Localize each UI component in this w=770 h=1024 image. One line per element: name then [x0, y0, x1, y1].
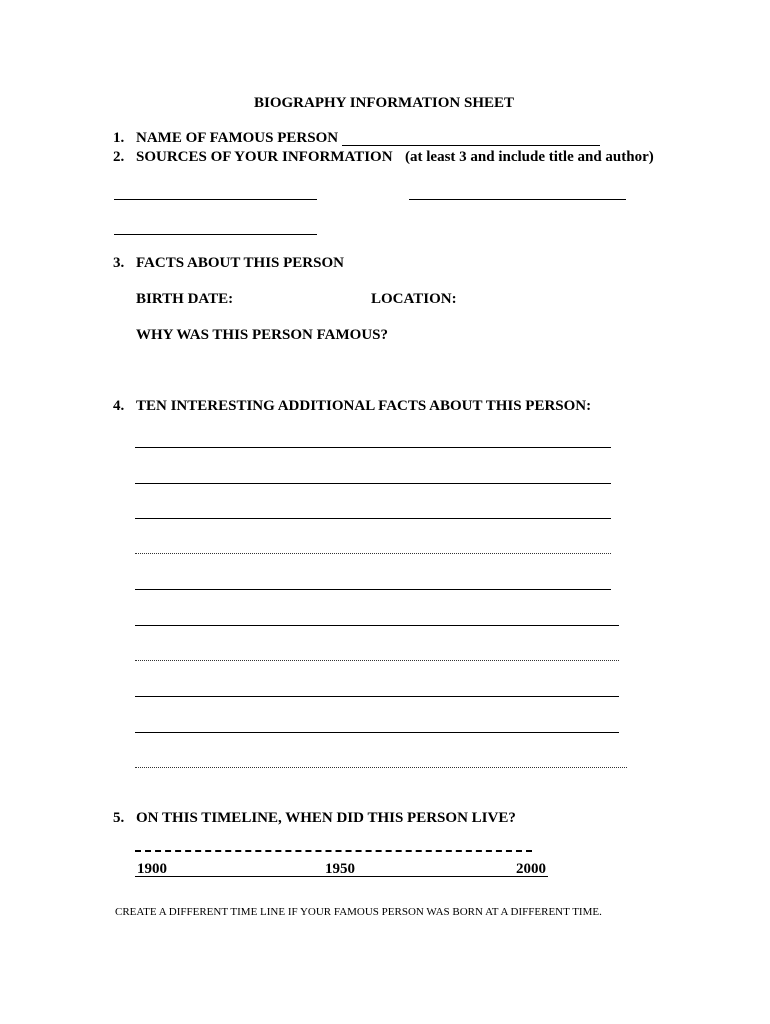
name-answer-line[interactable] [342, 145, 600, 146]
source-line-1[interactable] [114, 199, 317, 200]
item-number-1: 1. [113, 130, 125, 146]
item-number-4: 4. [113, 398, 125, 414]
timeline-question-label: ON THIS TIMELINE, WHEN DID THIS PERSON LIVE? [136, 810, 516, 826]
source-line-3[interactable] [114, 234, 317, 235]
birth-date-label: BIRTH DATE: [136, 291, 234, 307]
location-label: LOCATION: [371, 291, 457, 307]
document-title: BIOGRAPHY INFORMATION SHEET [254, 95, 515, 111]
timeline-end-year: 2000 [516, 861, 546, 877]
why-famous-label: WHY WAS THIS PERSON FAMOUS? [136, 327, 388, 343]
item-number-5: 5. [113, 810, 125, 826]
timeline-start-year: 1900 [137, 861, 167, 877]
fact-line-2[interactable] [135, 483, 611, 484]
timeline-dashed-line [135, 850, 532, 852]
sources-note: (at least 3 and include title and author) [405, 149, 654, 165]
footer-note: CREATE A DIFFERENT TIME LINE IF YOUR FAMOUS PERSON WAS BORN AT A DIFFERENT TIME. [115, 906, 602, 918]
fact-line-10[interactable] [135, 767, 627, 768]
timeline-mid-year: 1950 [325, 861, 355, 877]
name-of-famous-person-label: NAME OF FAMOUS PERSON [136, 130, 339, 146]
item-number-2: 2. [113, 149, 125, 165]
item-number-3: 3. [113, 255, 125, 271]
timeline-underline [135, 876, 548, 877]
fact-line-8[interactable] [135, 696, 619, 697]
ten-facts-label: TEN INTERESTING ADDITIONAL FACTS ABOUT THIS PERSON: [136, 398, 592, 414]
facts-about-person-label: FACTS ABOUT THIS PERSON [136, 255, 344, 271]
fact-line-4[interactable] [135, 553, 611, 554]
fact-line-9[interactable] [135, 732, 619, 733]
sources-label: SOURCES OF YOUR INFORMATION [136, 149, 393, 165]
source-line-2[interactable] [409, 199, 626, 200]
fact-line-1[interactable] [135, 447, 611, 448]
fact-line-3[interactable] [135, 518, 611, 519]
fact-line-5[interactable] [135, 589, 611, 590]
fact-line-6[interactable] [135, 625, 619, 626]
fact-line-7[interactable] [135, 660, 619, 661]
